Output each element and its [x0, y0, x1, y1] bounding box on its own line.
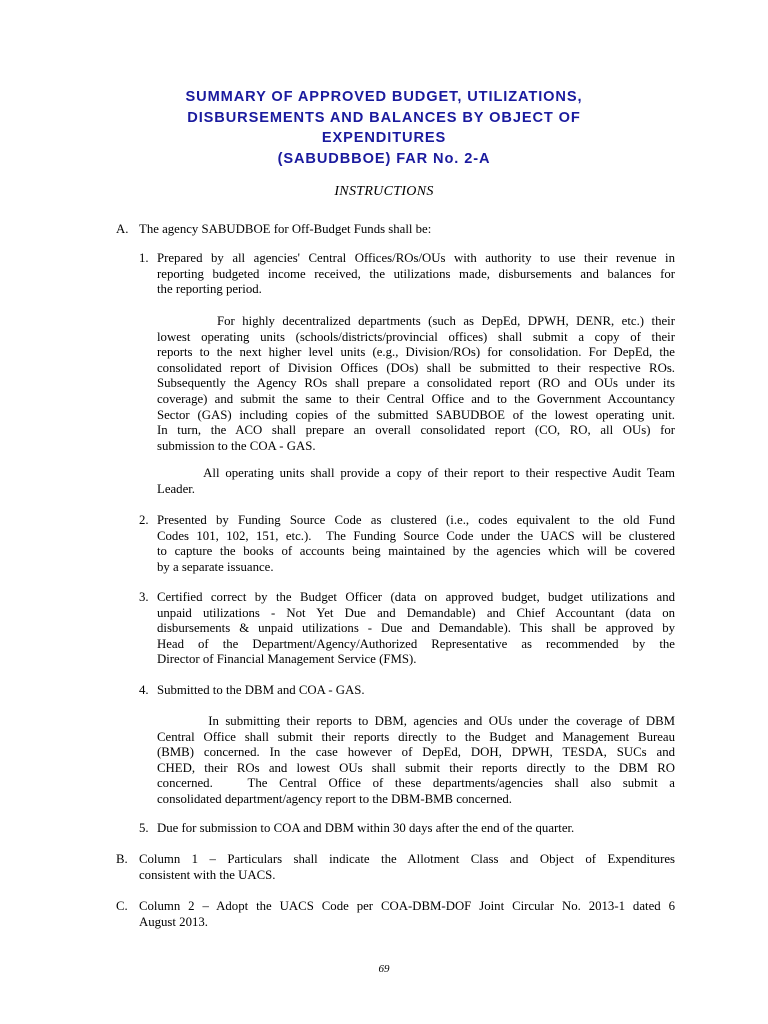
- section-c-label: C.: [116, 899, 128, 913]
- text-line: Submitted to the DBM and COA - GAS.: [157, 683, 365, 697]
- item-3-number: 3.: [139, 590, 149, 604]
- title-line-1: SUMMARY OF APPROVED BUDGET, UTILIZATIONS,: [185, 89, 583, 105]
- text-line: concerned. The Central Office of these departments/agencies shall also submit a: [157, 776, 675, 791]
- text-line: Column 2 – Adopt the UACS Code per COA-DBM-DOF Joint Circular No. 2013-1 dated 6: [139, 899, 675, 913]
- page-number: 69: [378, 963, 390, 975]
- title-line-3: EXPENDITURES: [321, 130, 447, 146]
- item-5-text: [157, 821, 675, 837]
- section-c-paragraph: [139, 899, 675, 930]
- text-line: For highly decentralized departments (such as DepEd, DPWH, DENR, etc.) their: [157, 314, 675, 328]
- text-line: All operating units shall provide a copy of their report to their respective Audit Team: [157, 466, 675, 480]
- text-line: Prepared by all agencies' Central Offices/ROs/OUs with authority to use their revenue in: [157, 251, 675, 265]
- section-b-label: B.: [116, 852, 128, 866]
- text-line: (BMB) concerned. In the case however of DepEd, DOH, DPWH, TESDA, SUCs and: [157, 745, 675, 760]
- text-line: lowest operating units (schools/districts/provincial offices) shall submit a copy of their: [157, 329, 675, 344]
- instructions-heading: INSTRUCTIONS: [334, 184, 434, 199]
- text-line: reporting budgeted income received, the utilizations made, disbursements and balances for: [157, 266, 675, 281]
- text-line: submission to the COA - GAS.: [157, 438, 316, 453]
- text-line: August 2013.: [139, 914, 208, 929]
- text-line: reports to the next higher level units (e.g., Division/ROs) for consolidation. For DepEd, the: [157, 345, 675, 360]
- item-2-number: 2.: [139, 513, 149, 527]
- section-a-text: The agency SABUDBOE for Off-Budget Funds shall be:: [139, 222, 432, 236]
- item-4-paragraph-2: [157, 714, 675, 808]
- item-3-paragraph: [157, 590, 675, 668]
- item-1-paragraph: [157, 251, 675, 298]
- text-line: CHED, their ROs and lowest OUs shall submit their reports directly to the DBM RO: [157, 760, 675, 775]
- item-1-paragraph-2: [157, 314, 675, 454]
- text-line: coverage) and submit the same to their Central Office and to the Government Accountancy: [157, 391, 675, 406]
- text-line: consolidated report of Division Offices (DOs) shall be submitted to their respective ROs.: [157, 360, 675, 375]
- text-line: unpaid utilizations - Not Yet Due and Demandable) and Chief Accountant (data on: [157, 605, 675, 620]
- title-line-4: (SABUDBBOE) FAR No. 2-A: [277, 150, 491, 167]
- text-line: disbursements & unpaid utilizations - Due and Demandable). This shall be approved by: [157, 621, 675, 636]
- text-line: by a separate issuance.: [157, 559, 274, 574]
- title-line-2: DISBURSEMENTS AND BALANCES BY OBJECT OF: [187, 109, 581, 126]
- text-line: Leader.: [157, 481, 196, 496]
- document-title: [100, 87, 668, 169]
- text-line: Due for submission to COA and DBM within 30 days after the end of the quarter.: [157, 821, 575, 835]
- item-2-paragraph: [157, 513, 675, 575]
- text-line: Head of the Department/Agency/Authorized Representative as recommended by the: [157, 636, 675, 651]
- text-line: to capture the books of accounts being maintained by the agencies which will be covered: [157, 544, 675, 559]
- text-line: In turn, the ACO shall prepare an overall consolidated report (CO, RO, all OUs) for: [157, 423, 675, 438]
- text-line: Presented by Funding Source Code as clustered (i.e., codes equivalent to the old Fund: [157, 513, 675, 527]
- text-line: Subsequently the Agency ROs shall prepare a consolidated report (RO and OUs under its: [157, 376, 675, 391]
- text-line: Column 1 – Particulars shall indicate the Allotment Class and Object of Expenditures: [139, 852, 675, 866]
- section-b-paragraph: [139, 852, 675, 883]
- item-4-number: 4.: [139, 683, 149, 697]
- section-a-label: A.: [116, 222, 129, 236]
- text-line: Director of Financial Management Service (FMS).: [157, 652, 417, 667]
- item-1-number: 1.: [139, 251, 149, 265]
- item-1-paragraph-3: [157, 466, 675, 497]
- text-line: Central Office shall submit their reports directly to the Budget and Management Bureau: [157, 729, 675, 744]
- text-line: Codes 101, 102, 151, etc.). The Funding Source Code under the UACS will be clustered: [157, 528, 675, 543]
- item-4-text: [157, 683, 675, 699]
- text-line: Certified correct by the Budget Officer (data on approved budget, budget utilizations and: [157, 590, 675, 604]
- text-line: Sector (GAS) including copies of the submitted SABUDBOE of the lowest operating unit.: [157, 407, 675, 422]
- text-line: consolidated department/agency report to the DBM-BMB concerned.: [157, 791, 513, 806]
- text-line: consistent with the UACS.: [139, 867, 276, 882]
- text-line: In submitting their reports to DBM, agencies and OUs under the coverage of DBM: [157, 714, 675, 728]
- item-5-number: 5.: [139, 821, 149, 835]
- text-line: the reporting period.: [157, 282, 262, 297]
